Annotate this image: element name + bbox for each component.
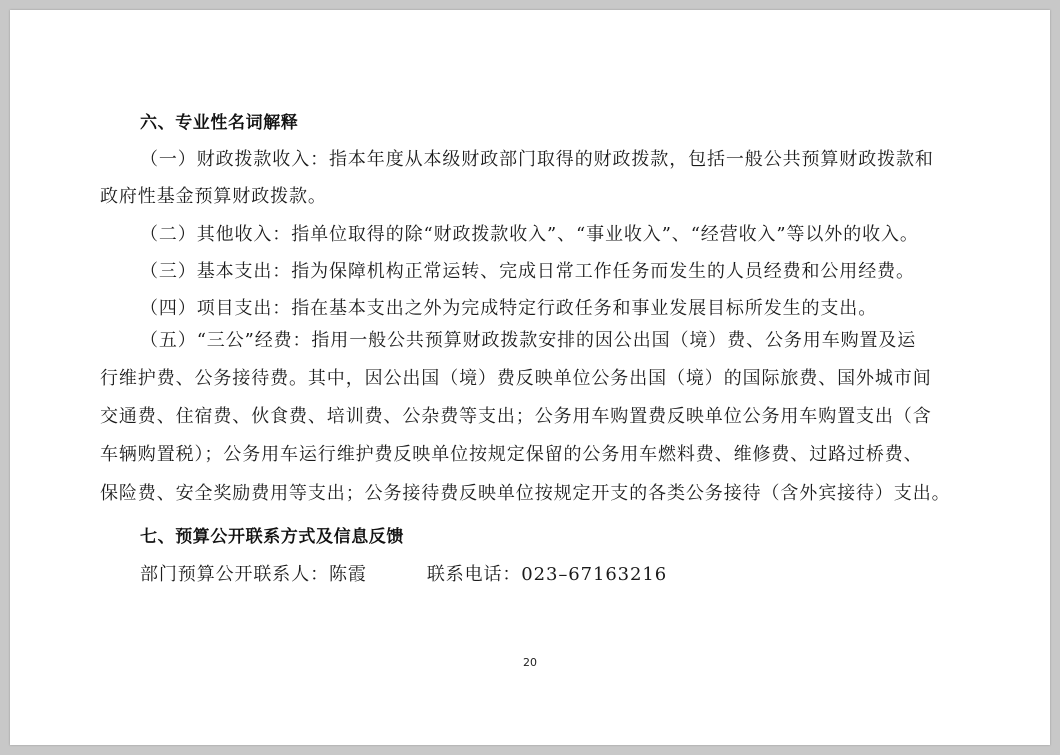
paragraph-5-line-4: 车辆购置税）；公务用车运行维护费反映单位按规定保留的公务用车燃料费、维修费、过路过桥费、 bbox=[100, 444, 923, 465]
paragraph-1-line-2: 政府性基金预算财政拨款。 bbox=[100, 186, 327, 207]
paragraph-5-line-5: 保险费、安全奖励费用等支出；公务接待费反映单位按规定开支的各类公务接待（含外宾接待）支出。 bbox=[100, 483, 951, 504]
paragraph-5-line-2: 行维护费、公务接待费。其中，因公出国（境）费反映单位公务出国（境）的国际旅费、国外城市间 bbox=[100, 368, 932, 389]
document-page bbox=[10, 10, 1050, 745]
paragraph-4: （四）项目支出：指在基本支出之外为完成特定行政任务和事业发展目标所发生的支出。 bbox=[140, 298, 878, 319]
paragraph-5-line-1: （五）“三公”经费：指用一般公共预算财政拨款安排的因公出国（境）费、公务用车购置及运 bbox=[140, 330, 917, 351]
page-number: 20 bbox=[523, 656, 537, 669]
contact-phone: 联系电话：023–67163216 bbox=[426, 564, 668, 585]
section-6-heading: 六、专业性名词解释 bbox=[140, 113, 299, 133]
paragraph-1-line-1: （一）财政拨款收入：指本年度从本级财政部门取得的财政拨款，包括一般公共预算财政拨款和 bbox=[140, 149, 934, 170]
paragraph-5-line-3: 交通费、住宿费、伙食费、培训费、公杂费等支出；公务用车购置费反映单位公务用车购置支出（含 bbox=[100, 406, 932, 427]
contact-line bbox=[140, 562, 667, 588]
paragraph-3: （三）基本支出：指为保障机构正常运转、完成日常工作任务而发生的人员经费和公用经费。 bbox=[140, 261, 915, 282]
contact-person: 部门预算公开联系人：陈霞 bbox=[140, 564, 367, 585]
section-7-heading: 七、预算公开联系方式及信息反馈 bbox=[140, 527, 404, 547]
paragraph-2: （二）其他收入：指单位取得的除“财政拨款收入”、“事业收入”、“经营收入”等以外的收入。 bbox=[140, 224, 919, 245]
